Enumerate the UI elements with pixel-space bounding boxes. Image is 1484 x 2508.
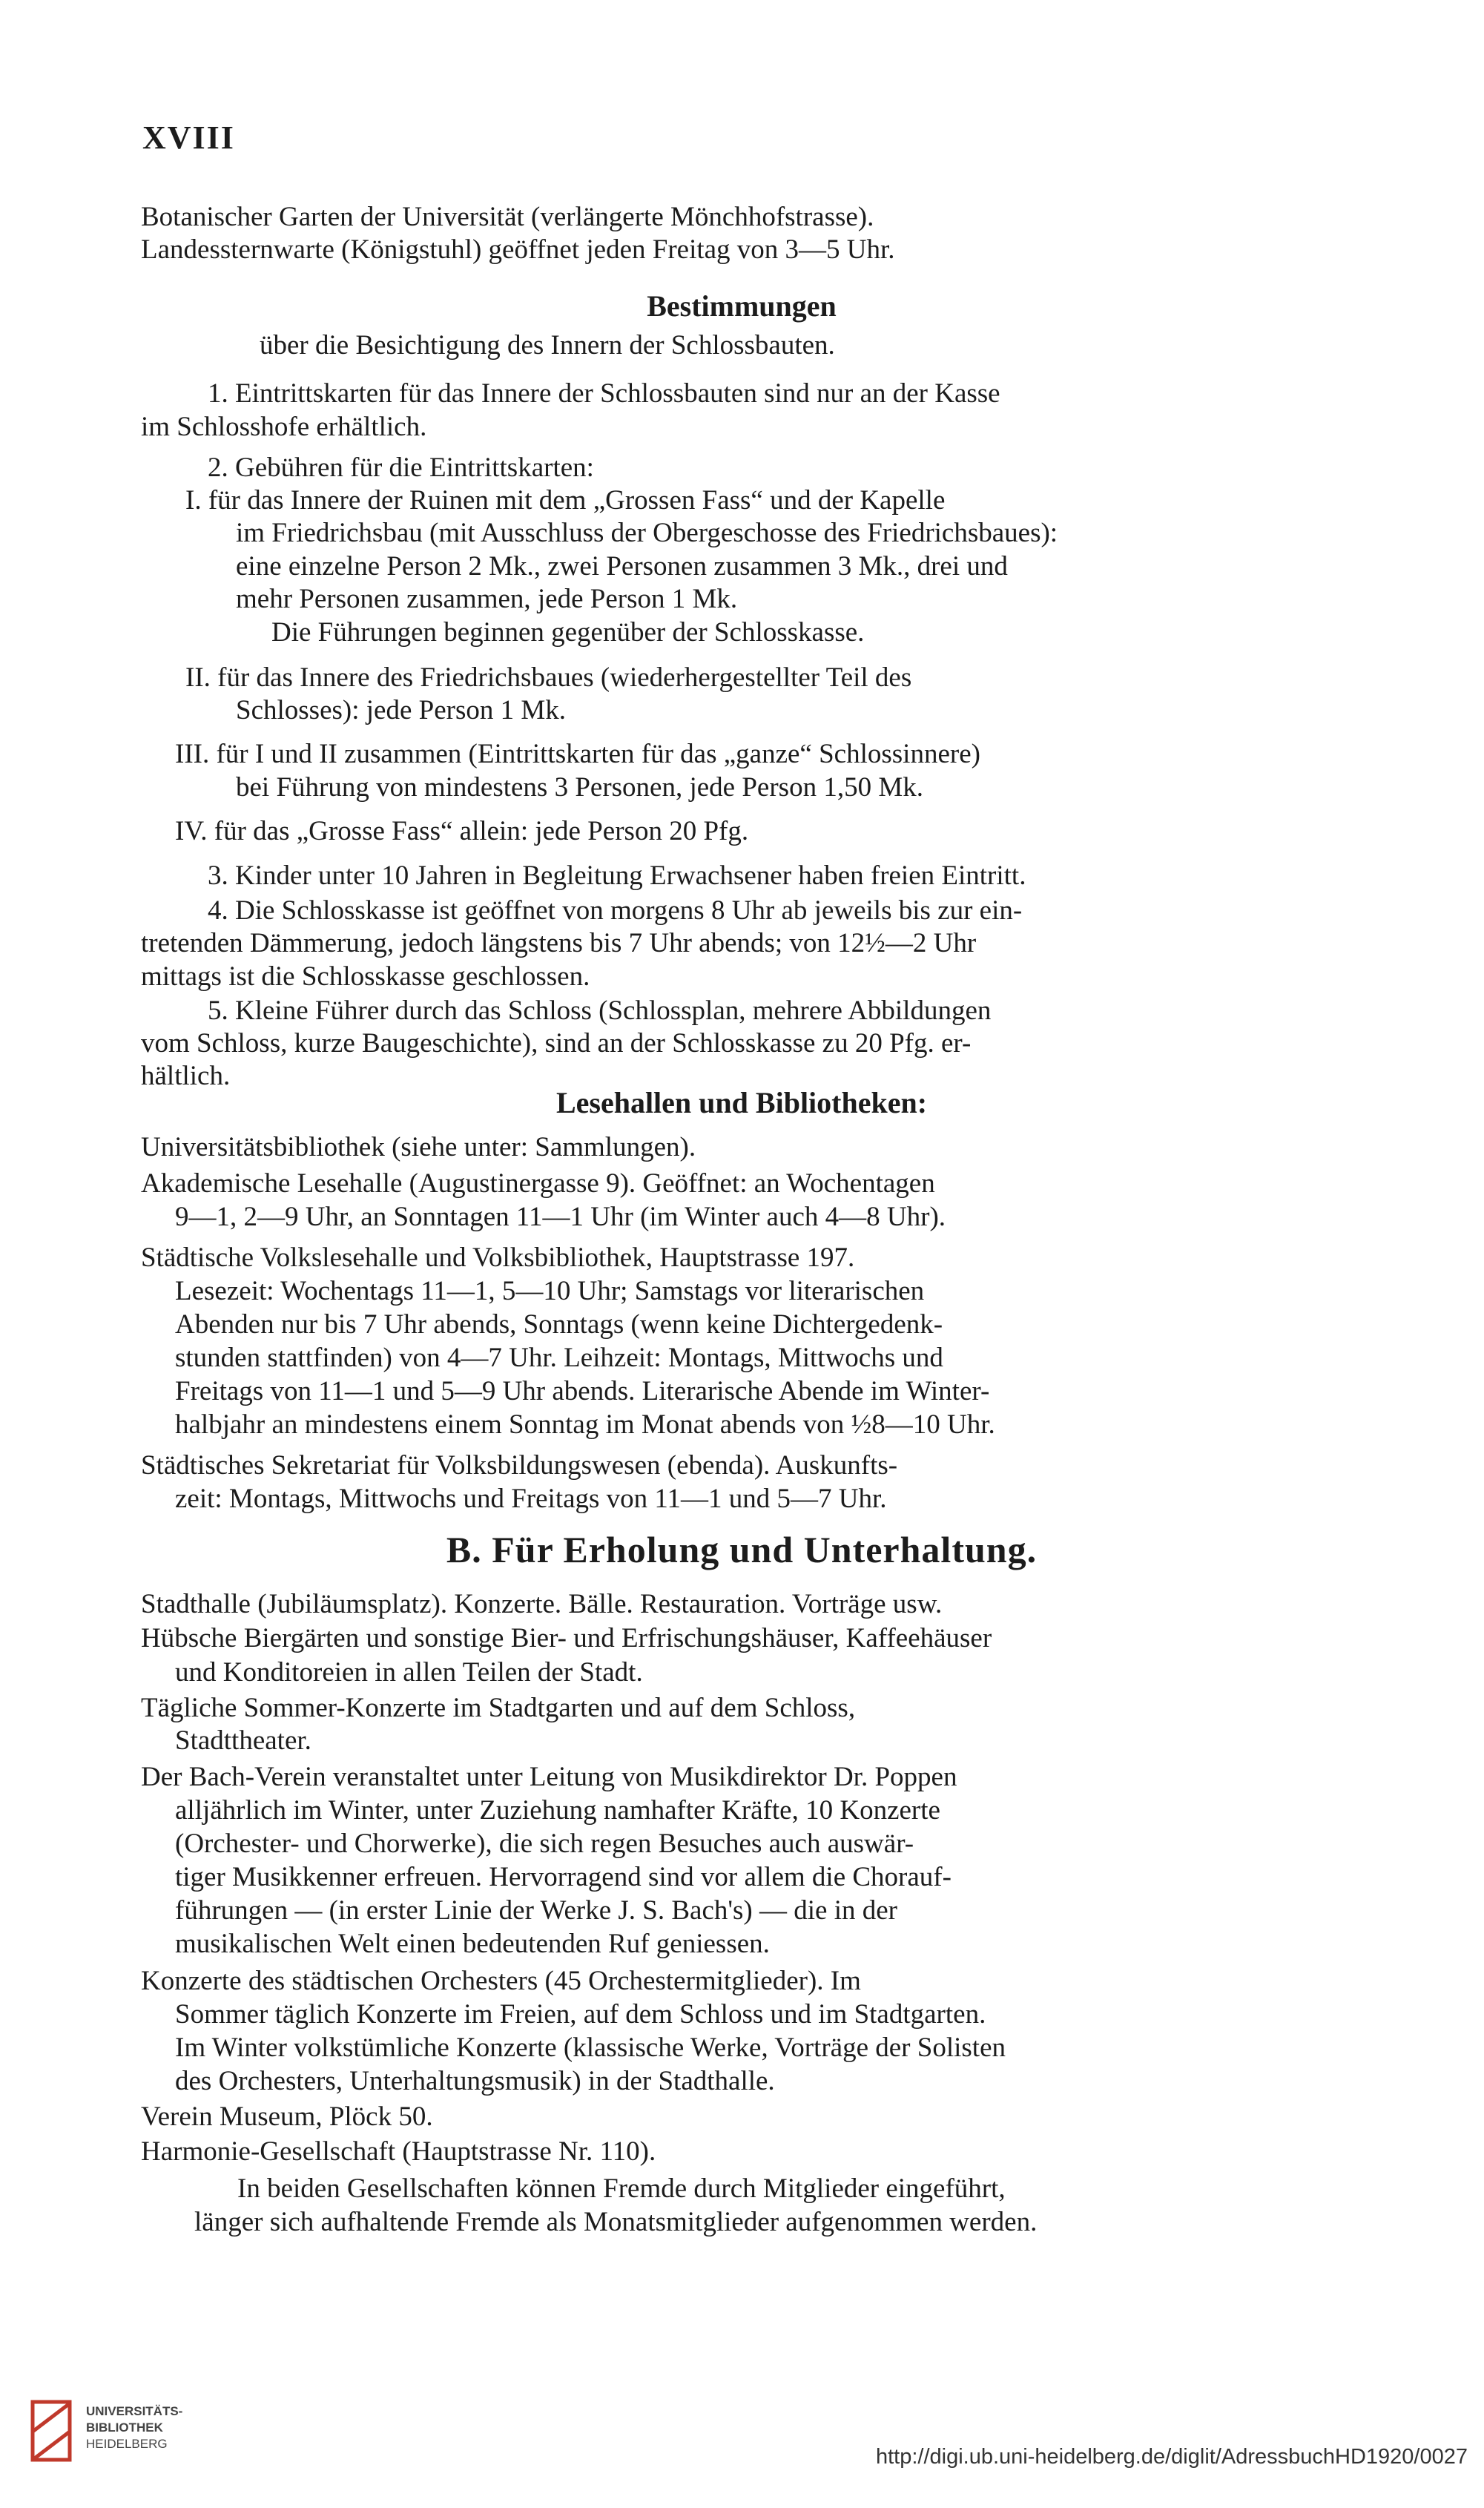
text-line: über die Besichtigung des Innern der Schlossbauten. xyxy=(260,330,835,361)
text-line: Der Bach-Verein veranstaltet unter Leitung von Musikdirektor Dr. Poppen xyxy=(141,1762,957,1792)
text-line: vom Schloss, kurze Baugeschichte), sind an der Schlosskasse zu 20 Pfg. er- xyxy=(141,1028,972,1059)
text-line: tretenden Dämmerung, jedoch längstens bis 7 Uhr abends; von 12½—2 Uhr xyxy=(141,928,977,958)
text-line: Stadthalle (Jubiläumsplatz). Konzerte. Bälle. Restauration. Vorträge usw. xyxy=(141,1589,943,1619)
library-logo-text xyxy=(86,2403,182,2452)
text-line: bei Führung von mindestens 3 Personen, jede Person 1,50 Mk. xyxy=(236,772,923,803)
text-line: Konzerte des städtischen Orchesters (45 Orchestermitglieder). Im xyxy=(141,1966,861,1996)
text-line: länger sich aufhaltende Fremde als Monatsmitglieder aufgenommen werden. xyxy=(194,2207,1038,2237)
text-line: 9—1, 2—9 Uhr, an Sonntagen 11—1 Uhr (im Winter auch 4—8 Uhr). xyxy=(175,1202,946,1232)
text-line: 1. Eintrittskarten für das Innere der Schlossbauten sind nur an der Kasse xyxy=(208,378,1000,409)
text-line: 2. Gebühren für die Eintrittskarten: xyxy=(208,452,594,483)
text-line: 3. Kinder unter 10 Jahren in Begleitung Erwachsener haben freien Eintritt. xyxy=(208,860,1026,891)
text-line: Freitags von 11—1 und 5—9 Uhr abends. Literarische Abende im Winter- xyxy=(175,1376,990,1406)
text-line: Sommer täglich Konzerte im Freien, auf dem Schloss und im Stadtgarten. xyxy=(175,1999,986,2030)
logo-line: BIBLIOTHEK xyxy=(86,2420,163,2435)
text-line: zeit: Montags, Mittwochs und Freitags von 11—1 und 5—7 Uhr. xyxy=(175,1484,887,1514)
text-line: (Orchester- und Chorwerke), die sich regen Besuches auch auswär- xyxy=(175,1829,914,1859)
text-line: des Orchesters, Unterhaltungsmusik) in der Stadthalle. xyxy=(175,2066,775,2096)
text-line: hältlich. xyxy=(141,1061,231,1091)
section-heading: Bestimmungen xyxy=(647,289,837,323)
text-line: Städtische Volkslesehalle und Volksbibliothek, Hauptstrasse 197. xyxy=(141,1243,855,1273)
text-line: alljährlich im Winter, unter Zuziehung namhafter Kräfte, 10 Konzerte xyxy=(175,1795,940,1826)
text-line: I. für das Innere der Ruinen mit dem „Grossen Fass“ und der Kapelle xyxy=(185,485,946,516)
text-line: und Konditoreien in allen Teilen der Stadt. xyxy=(175,1657,643,1688)
text-line: 4. Die Schlosskasse ist geöffnet von morgens 8 Uhr ab jeweils bis zur ein- xyxy=(208,895,1023,926)
text-line: Lesezeit: Wochentags 11—1, 5—10 Uhr; Samstags vor literarischen xyxy=(175,1276,925,1306)
text-line: tiger Musikkenner erfreuen. Hervorragend sind vor allem die Chorauf- xyxy=(175,1862,952,1892)
text-line: Verein Museum, Plöck 50. xyxy=(141,2101,433,2132)
text-line: stunden stattfinden) von 4—7 Uhr. Leihzeit: Montags, Mittwochs und xyxy=(175,1343,943,1373)
text-line: In beiden Gesellschaften können Fremde durch Mitglieder eingeführt, xyxy=(237,2173,1006,2204)
source-url-link[interactable]: http://digi.ub.uni-heidelberg.de/diglit/AdressbuchHD1920/0027 xyxy=(875,2445,1468,2469)
text-line: Akademische Lesehalle (Augustinergasse 9). Geöffnet: an Wochentagen xyxy=(141,1168,935,1199)
text-line: Die Führungen beginnen gegenüber der Schlosskasse. xyxy=(271,617,865,648)
text-line: IV. für das „Grosse Fass“ allein: jede Person 20 Pfg. xyxy=(175,816,749,846)
section-heading: Lesehallen und Bibliotheken: xyxy=(555,1086,928,1119)
logo-line: HEIDELBERG xyxy=(86,2437,168,2451)
text-line: im Schlosshofe erhältlich. xyxy=(141,412,427,442)
text-line: Schlosses): jede Person 1 Mk. xyxy=(236,695,566,725)
text-line: im Friedrichsbau (mit Ausschluss der Obergeschosse des Friedrichsbaues): xyxy=(236,518,1058,548)
text-line: Städtisches Sekretariat für Volksbildungswesen (ebenda). Auskunfts- xyxy=(141,1450,898,1481)
text-line: führungen — (in erster Linie der Werke J. S. Bach's) — die in der xyxy=(175,1895,897,1926)
text-line: Abenden nur bis 7 Uhr abends, Sonntags (wenn keine Dichtergedenk- xyxy=(175,1309,943,1340)
text-line: mehr Personen zusammen, jede Person 1 Mk. xyxy=(236,584,738,614)
text-line: eine einzelne Person 2 Mk., zwei Personen zusammen 3 Mk., drei und xyxy=(236,551,1008,582)
text-line: Harmonie-Gesellschaft (Hauptstrasse Nr. 110). xyxy=(141,2136,656,2167)
text-line: Botanischer Garten der Universität (verlängerte Mönchhofstrasse). xyxy=(141,202,874,232)
text-line: Stadttheater. xyxy=(175,1725,311,1756)
text-line: halbjahr an mindestens einem Sonntag im Monat abends von ½8—10 Uhr. xyxy=(175,1409,995,1440)
text-line: Tägliche Sommer-Konzerte im Stadtgarten und auf dem Schloss, xyxy=(141,1693,856,1723)
library-logo xyxy=(28,2397,221,2472)
text-line: III. für I und II zusammen (Eintrittskarten für das „ganze“ Schlossinnere) xyxy=(175,739,980,769)
text-line: Universitätsbibliothek (siehe unter: Sammlungen). xyxy=(141,1132,696,1162)
text-line: Im Winter volkstümliche Konzerte (klassische Werke, Vorträge der Solisten xyxy=(175,2033,1006,2063)
library-logo-icon xyxy=(28,2397,76,2466)
text-line: musikalischen Welt einen bedeutenden Ruf geniessen. xyxy=(175,1929,770,1959)
text-line: II. für das Innere des Friedrichsbaues (wiederhergestellter Teil des xyxy=(185,662,912,693)
chapter-heading: B. Für Erholung und Unterhaltung. xyxy=(446,1529,1038,1570)
page-number: XVIII xyxy=(142,119,235,156)
text-line: mittags ist die Schlosskasse geschlossen. xyxy=(141,961,590,992)
logo-line: UNIVERSITÄTS- xyxy=(86,2404,183,2418)
text-line: Landessternwarte (Königstuhl) geöffnet jeden Freitag von 3—5 Uhr. xyxy=(141,234,895,265)
text-line: Hübsche Biergärten und sonstige Bier- und Erfrischungshäuser, Kaffeehäuser xyxy=(141,1623,992,1653)
text-line: 5. Kleine Führer durch das Schloss (Schlossplan, mehrere Abbildungen xyxy=(208,995,992,1026)
